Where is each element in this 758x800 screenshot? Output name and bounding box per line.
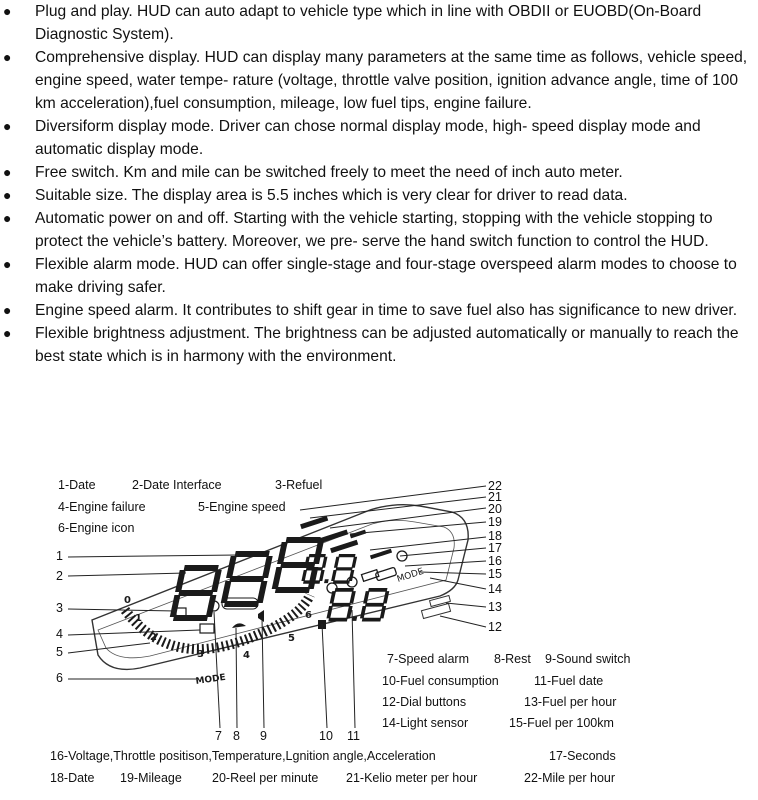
legend-date: 1-Date [58,478,96,492]
legend-fuel-consumption: 10-Fuel consumption [382,674,499,688]
callout-11: 11 [347,729,360,743]
mode-mark-bottom: MODE [195,672,227,687]
hud-diagram [0,470,758,800]
feature-item [0,0,758,46]
legend-light-sensor: 14-Light sensor [382,716,469,730]
legend-engine-icon: 6-Engine icon [58,521,135,535]
center-badge-text: BM-01 [226,601,249,609]
legend-date-interface: 2-Date Interface [132,478,222,492]
legend-mileage: 19-Mileage [120,771,182,785]
callout-22: 22 [488,479,502,493]
bullet-dot: ● [3,187,12,203]
dial-number: 1 [135,613,142,624]
callout-13: 13 [488,600,502,614]
legend-kilometer-per-hour: 21-Kelio meter per hour [346,771,478,785]
legend-rest: 8-Rest [494,652,531,666]
legend-fuel-per-100km: 15-Fuel per 100km [509,716,614,730]
legend-fuel-per-hour: 13-Fuel per hour [524,695,617,709]
dial-number: 0 [124,595,131,606]
feature-text: Engine speed alarm. It contributes to shift gear in time to save fuel also has significance to new driver. [35,302,738,319]
bullet-dot: ● [3,49,12,65]
bullet-dot: ● [3,302,12,318]
feature-item [0,46,758,115]
bullet-dot: ● [3,325,12,341]
feature-item [0,161,758,184]
feature-item [0,299,758,322]
feature-item [0,253,758,299]
feature-item [0,322,758,368]
legend-sound-switch: 9-Sound switch [545,652,631,666]
callout-10: 10 [319,729,333,743]
callout-19: 19 [488,515,502,529]
callout-3: 3 [56,601,63,615]
dial-number: 2 [150,632,157,643]
callout-2: 2 [56,569,63,583]
dial-number: 4 [243,650,250,661]
legend-refuel: 3-Refuel [275,478,323,492]
bullet-dot: ● [3,3,12,19]
callout-7: 7 [215,729,222,743]
legend-fuel-date: 11-Fuel date [534,674,604,688]
callout-9: 9 [260,729,267,743]
legend-voltage-group: 16-Voltage,Throttle positison,Temperature,Lgnition angle,Acceleration [50,749,436,763]
legend-mile-per-hour: 22-Mile per hour [524,771,616,785]
dial-number: 5 [288,633,295,644]
callout-15: 15 [488,567,502,581]
dial-number: 6 [305,610,312,621]
callout-14: 14 [488,582,502,596]
feature-text: Plug and play. HUD can auto adapt to vehicle type which in line with OBDII or EUOBD(On-Board Diagnostic System). [35,3,702,43]
bullet-dot: ● [3,118,12,134]
dial-buttons [421,604,450,619]
callout-4: 4 [56,627,63,641]
legend-date-2: 18-Date [50,771,95,785]
feature-list [0,0,758,368]
callout-12: 12 [488,620,502,634]
feature-item [0,184,758,207]
callout-1: 1 [56,549,63,563]
legend-engine-failure: 4-Engine failure [58,500,146,514]
feature-text: Flexible alarm mode. HUD can offer single-stage and four-stage overspeed alarm modes to choose to make driving safer. [35,256,737,296]
bullet-dot: ● [3,256,12,272]
legend-dial-buttons: 12-Dial buttons [382,695,467,709]
legend-reel-per-minute: 20-Reel per minute [212,771,319,785]
legend-seconds: 17-Seconds [549,749,616,763]
feature-text: Suitable size. The display area is 5.5 inches which is very clear for driver to read data. [35,187,628,204]
callout-5: 5 [56,645,63,659]
feature-text: Flexible brightness adjustment. The brightness can be adjusted automatically or manually to reach the best state which is in harmony with the environment. [35,325,739,365]
feature-text: Automatic power on and off. Starting with the vehicle starting, stopping with the vehicle stopping to protect the vehicle’s battery. Moreover, we pre- serve the hand switch function to control the HUD. [35,210,713,250]
bullet-dot: ● [3,210,12,226]
bullet-dot: ● [3,164,12,180]
legend-speed-alarm: 7-Speed alarm [387,652,469,666]
feature-item [0,207,758,253]
callout-8: 8 [233,729,240,743]
dial-number: 3 [197,649,204,660]
feature-item [0,115,758,161]
callout-20: 20 [488,502,502,516]
feature-text: Free switch. Km and mile can be switched freely to meet the need of inch auto meter. [35,164,623,181]
callout-6: 6 [56,671,63,685]
mode-mark-right: MODE [395,566,426,585]
callout-16: 16 [488,554,502,568]
feature-text: Comprehensive display. HUD can display many parameters at the same time as follows, vehicle speed, engine speed, water tempe- rature (voltage, throttle valve position, ignition advance angle, time of 100 km acceleration),fuel consumption, mileage, low fuel tips, engine failure. [35,49,748,112]
feature-text: Diversiform display mode. Driver can chose normal display mode, high- speed display mode and automatic display mode. [35,118,701,158]
callout-18: 18 [488,529,502,543]
legend-engine-speed: 5-Engine speed [198,500,286,514]
callout-21: 21 [488,490,502,504]
callout-17: 17 [488,541,502,555]
